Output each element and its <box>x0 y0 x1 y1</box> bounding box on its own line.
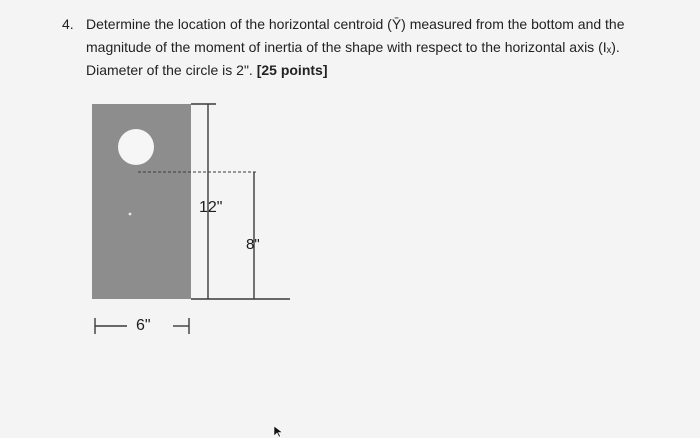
shape-center-dot <box>129 213 132 216</box>
circular-hole <box>118 129 154 165</box>
problem-line-1: Determine the location of the horizontal centroid (Ȳ) measured from the bottom and the <box>86 16 625 32</box>
problem-number: 4. <box>62 16 74 32</box>
circle-diameter-text: Diameter of the circle is 2". <box>86 62 253 78</box>
points-value: [25 points] <box>256 62 328 78</box>
height-label: 12" <box>199 199 223 216</box>
problem-line-2: magnitude of the moment of inertia of the shape with respect to the horizontal axis (Iₓ). <box>86 39 620 55</box>
width-label: 6" <box>136 317 151 334</box>
mouse-pointer-icon <box>274 426 284 438</box>
sub-height-label: 8" <box>246 236 260 253</box>
